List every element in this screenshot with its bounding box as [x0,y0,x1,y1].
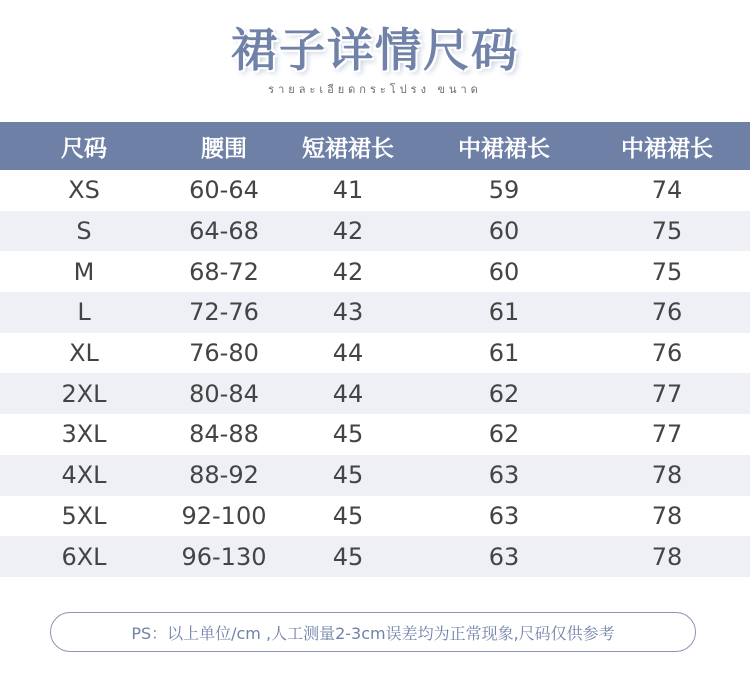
cell-mid-length-2: 76 [651,298,683,327]
cell-size: 2XL [61,379,107,408]
cell-waist: 96-130 [181,542,267,571]
cell-mid-length: 62 [488,379,520,408]
cell-mid-length-2: 76 [651,339,683,368]
table-row [0,536,750,577]
cell-mid-length-2: 78 [651,461,683,490]
cell-waist: 76-80 [189,339,259,368]
cell-mid-length: 61 [488,339,520,368]
cell-mid-length: 60 [488,217,520,246]
cell-size: XL [69,339,99,368]
header-mid-skirt-length-2: 中裙裙长 [621,135,713,162]
cell-short-length: 42 [332,217,364,246]
header-waist: 腰围 [201,135,247,162]
cell-size: 3XL [61,420,107,449]
cell-mid-length: 62 [488,420,520,449]
cell-waist: 72-76 [189,298,259,327]
cell-mid-length: 63 [488,542,520,571]
cell-size: M [73,257,95,286]
cell-short-length: 45 [332,420,364,449]
cell-size: L [77,298,91,327]
cell-waist: 84-88 [189,420,259,449]
measurement-note: PS：以上单位/cm ,人工测量2-3cm误差均为正常现象,尺码仅供参考 [50,612,696,652]
cell-waist: 80-84 [189,379,259,408]
cell-mid-length-2: 75 [651,217,683,246]
cell-mid-length: 61 [488,298,520,327]
cell-mid-length-2: 75 [651,257,683,286]
cell-waist: 64-68 [189,217,259,246]
table-row [0,170,750,211]
table-row [0,414,750,455]
page-subtitle: รายละเอียดกระโปรง ขนาด [268,83,482,96]
cell-short-length: 44 [332,379,364,408]
cell-mid-length: 60 [488,257,520,286]
table-row [0,211,750,252]
cell-mid-length-2: 74 [651,176,683,205]
cell-short-length: 44 [332,339,364,368]
page-title: 裙子详情尺码 [231,23,519,77]
cell-mid-length: 63 [488,461,520,490]
cell-short-length: 43 [332,298,364,327]
cell-short-length: 45 [332,501,364,530]
cell-short-length: 42 [332,257,364,286]
cell-size: 5XL [61,501,107,530]
table-row [0,292,750,333]
table-row [0,373,750,414]
cell-mid-length-2: 78 [651,542,683,571]
cell-mid-length: 63 [488,501,520,530]
header-short-skirt-length: 短裙裙长 [302,135,394,162]
table-row [0,251,750,292]
cell-waist: 88-92 [189,461,259,490]
size-table-body [0,170,750,577]
cell-size: 4XL [61,461,107,490]
cell-short-length: 45 [332,542,364,571]
table-row [0,333,750,374]
cell-short-length: 41 [332,176,364,205]
cell-mid-length-2: 77 [651,420,683,449]
cell-size: S [76,217,92,246]
cell-size: XS [68,176,100,205]
header-size: 尺码 [61,135,107,162]
cell-size: 6XL [61,542,107,571]
cell-waist: 68-72 [189,257,259,286]
cell-short-length: 45 [332,461,364,490]
cell-mid-length: 59 [488,176,520,205]
table-header [0,122,750,170]
cell-mid-length-2: 77 [651,379,683,408]
table-row [0,455,750,496]
cell-waist: 92-100 [181,501,267,530]
table-row [0,496,750,537]
cell-waist: 60-64 [189,176,259,205]
header-mid-skirt-length: 中裙裙长 [458,135,550,162]
cell-mid-length-2: 78 [651,501,683,530]
